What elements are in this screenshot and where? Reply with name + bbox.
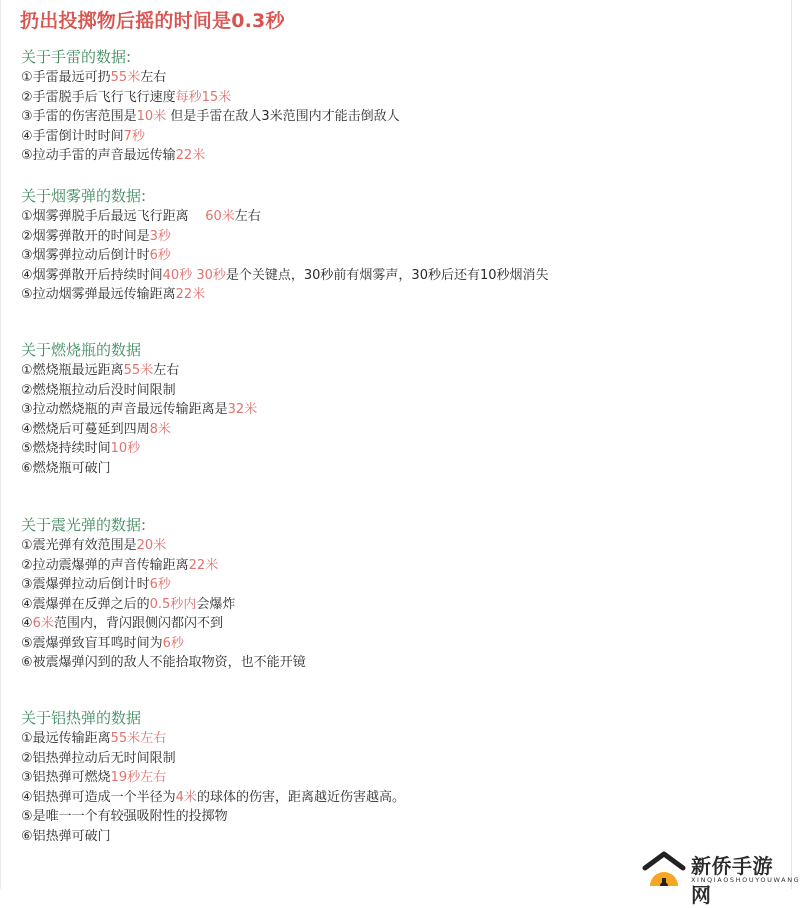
- section-molotov: [21, 339, 257, 478]
- item-text: ⑤拉动烟雾弹最远传输距离: [21, 287, 176, 302]
- highlight-value: 19秒左右: [110, 770, 167, 785]
- item-text: ④手雷倒计时时间: [21, 128, 124, 144]
- highlight-value: 10秒: [110, 441, 141, 456]
- list-item: [21, 827, 405, 847]
- item-text: 会爆炸: [196, 596, 236, 612]
- list-item: [21, 381, 257, 401]
- item-text: ①烟雾弹脱手后最远飞行距离: [21, 209, 206, 224]
- list-item: [21, 361, 257, 381]
- highlight-value: 每秒15米: [175, 89, 232, 105]
- list-item: [21, 107, 400, 127]
- item-text: 范围内，背闪跟侧闪都闪不到: [53, 616, 223, 631]
- highlight-value: 10米: [136, 109, 167, 124]
- item-text: ④铝热弹可造成一个半径为: [21, 789, 176, 805]
- item-text: ①手雷最远可扔: [21, 70, 111, 85]
- list-item: [21, 575, 306, 595]
- item-text: ⑥燃烧瓶可破门: [21, 460, 111, 476]
- list-item: [21, 439, 257, 459]
- list-item: [21, 246, 549, 266]
- item-text: ④烟雾弹散开后持续时间: [21, 267, 163, 283]
- item-text: ②燃烧瓶拉动后没时间限制: [21, 382, 176, 398]
- highlight-value: 55米: [110, 70, 141, 85]
- item-text: 左右: [140, 70, 167, 85]
- highlight-value: 20米: [136, 538, 167, 553]
- list-item: [21, 285, 549, 305]
- item-text: ②铝热弹拉动后无时间限制: [21, 750, 176, 766]
- highlight-value: 6秒: [149, 577, 171, 592]
- item-text: ②拉动震爆弹的声音传输距离: [21, 557, 189, 573]
- section-flashbang: [21, 514, 306, 673]
- list-item: [21, 536, 306, 556]
- item-list: [21, 361, 257, 478]
- item-text: 左右: [234, 209, 261, 224]
- item-text: ③烟雾弹拉动后倒计时: [21, 248, 150, 263]
- highlight-value: 22米: [175, 287, 206, 302]
- item-text: ④震爆弹在反弹之后的: [21, 596, 150, 612]
- item-text: ③拉动燃烧瓶的声音最远传输距离是: [21, 402, 228, 417]
- list-item: [21, 768, 405, 788]
- item-text: ③铝热弹可燃烧: [21, 770, 111, 785]
- highlight-value: 22米: [175, 148, 206, 163]
- section-heading: 关于燃烧瓶的数据: [21, 341, 142, 359]
- highlight-value: 8米: [149, 421, 171, 437]
- list-item: [21, 459, 257, 479]
- watermark-logo: [641, 848, 800, 907]
- item-text: ⑥铝热弹可破门: [21, 828, 111, 844]
- list-item: [21, 749, 405, 769]
- item-text: ①震光弹有效范围是: [21, 538, 137, 553]
- highlight-value: 0.5秒内: [149, 596, 197, 612]
- list-item: [21, 634, 306, 654]
- item-text: ②手雷脱手后飞行飞行速度: [21, 89, 176, 105]
- highlight-value: 22米: [188, 557, 219, 573]
- list-item: [21, 556, 306, 576]
- item-text: 左右: [153, 363, 180, 378]
- highlight-value: 6米: [32, 616, 54, 631]
- highlight-value: 6秒: [149, 248, 171, 263]
- list-item: [21, 88, 400, 108]
- item-text: 的球体的伤害，距离越近伤害越高。: [196, 789, 405, 805]
- item-text: ②烟雾弹散开的时间是: [21, 228, 150, 244]
- item-text: ④: [21, 616, 33, 631]
- item-text: ①最远传输距离: [21, 731, 111, 746]
- list-item: [21, 227, 549, 247]
- highlight-value: 32米: [227, 402, 258, 417]
- item-text: ⑤燃烧持续时间: [21, 441, 111, 456]
- list-item: [21, 653, 306, 673]
- item-text: ①燃烧瓶最远距离: [21, 363, 124, 378]
- list-item: [21, 266, 549, 286]
- list-item: [21, 729, 405, 749]
- item-list: [21, 729, 405, 846]
- section-heading: 关于震光弹的数据:: [21, 516, 147, 534]
- item-list: [21, 536, 306, 673]
- list-item: [21, 807, 405, 827]
- highlight-value: 6秒: [162, 635, 184, 651]
- highlight-value: 4米: [175, 789, 197, 805]
- watermark-subtitle: XINQIAOSHOUYOUWANG: [691, 876, 800, 884]
- item-list: [21, 68, 400, 166]
- section-heading: 关于烟雾弹的数据:: [21, 187, 147, 205]
- list-item: [21, 614, 306, 634]
- list-item: [21, 788, 405, 808]
- highlight-value: 55米: [123, 363, 154, 378]
- highlight-value: 40秒 30秒: [162, 267, 226, 283]
- house-logo-icon: [641, 848, 687, 888]
- item-text: 是个关键点，30秒前有烟雾声，30秒后还有10秒烟消失: [225, 267, 549, 283]
- list-item: [21, 146, 400, 166]
- item-text: ③震爆弹拉动后倒计时: [21, 577, 150, 592]
- highlight-value: 7秒: [123, 128, 145, 144]
- highlight-value: 3秒: [149, 228, 171, 244]
- list-item: [21, 68, 400, 88]
- item-text: ⑥被震爆弹闪到的敌人不能拾取物资，也不能开镜: [21, 655, 306, 670]
- list-item: [21, 595, 306, 615]
- item-list: [21, 207, 549, 305]
- highlight-value: 55米左右: [110, 731, 167, 746]
- item-text: ⑤是唯一一个有较强吸附性的投掷物: [21, 809, 228, 824]
- item-text: ③手雷的伤害范围是: [21, 109, 137, 124]
- highlight-value: 60米: [205, 209, 235, 224]
- item-text: 但是手雷在敌人3米范围内才能击倒敌人: [166, 109, 400, 124]
- list-item: [21, 127, 400, 147]
- item-text: ⑤拉动手雷的声音最远传输: [21, 148, 176, 163]
- section-heading: 关于手雷的数据:: [21, 48, 132, 66]
- list-item: [21, 207, 549, 227]
- section-grenade: [21, 46, 400, 166]
- section-thermite: [21, 707, 405, 846]
- list-item: [21, 420, 257, 440]
- section-heading: 关于铝热弹的数据: [21, 709, 142, 727]
- page-title: 扔出投掷物后摇的时间是0.3秒: [20, 10, 285, 32]
- item-text: ⑤震爆弹致盲耳鸣时间为: [21, 635, 163, 651]
- item-text: ④燃烧后可蔓延到四周: [21, 421, 150, 437]
- section-smoke: [21, 185, 549, 305]
- list-item: [21, 400, 257, 420]
- watermark-name: 新侨手游网: [691, 854, 773, 907]
